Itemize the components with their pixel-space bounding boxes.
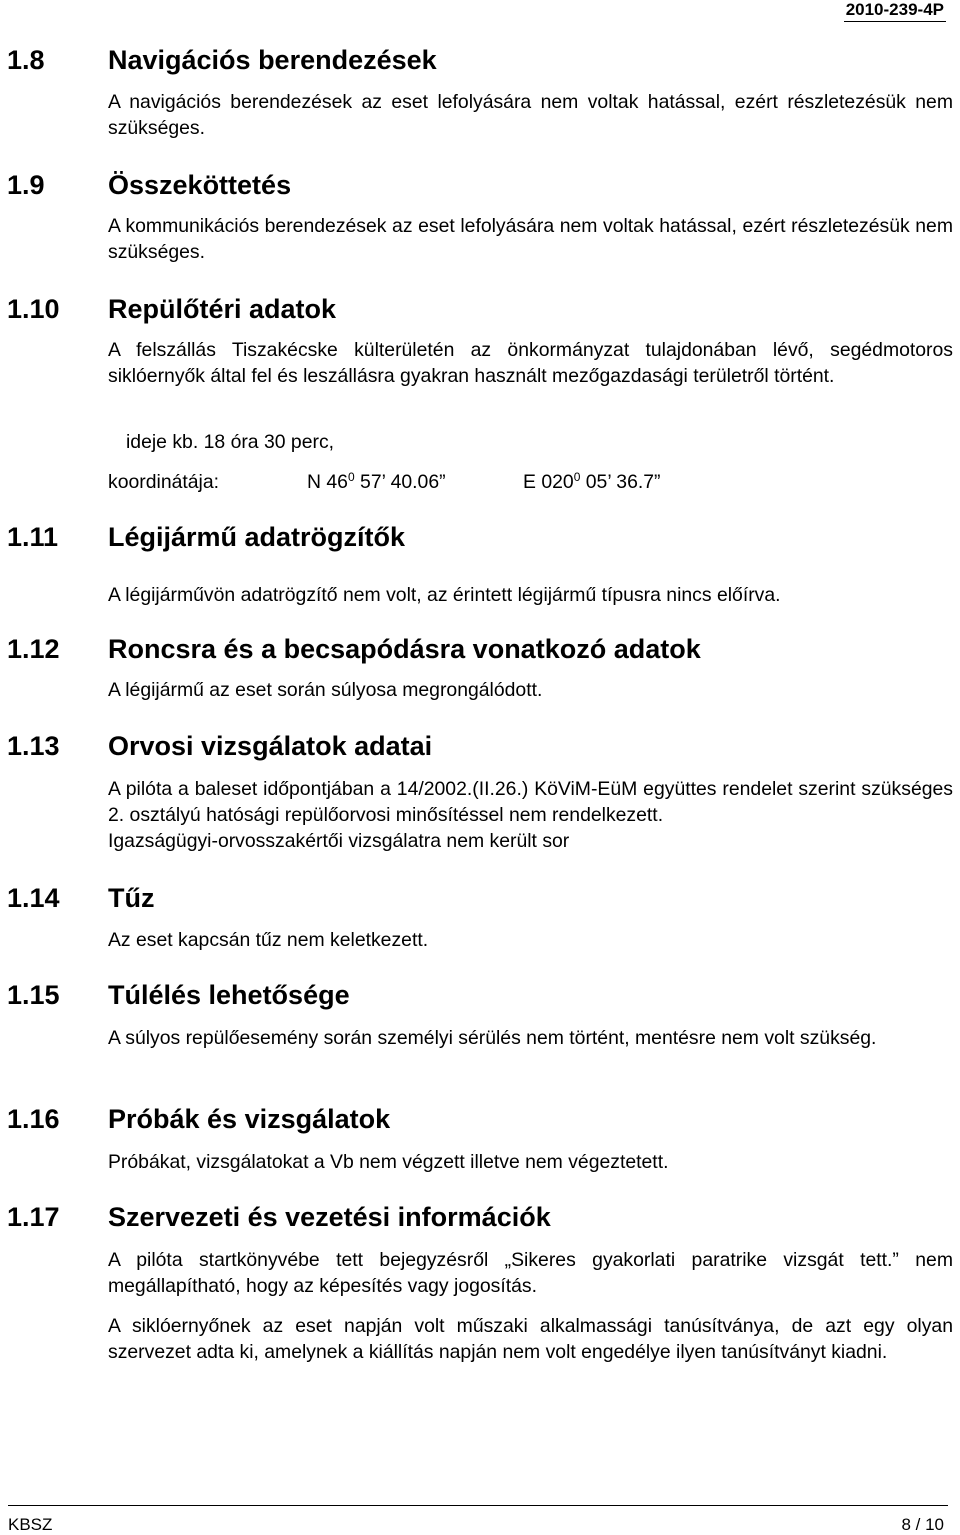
time-label: ideje kb. 18 óra 30 perc, [126,431,335,453]
section-title: Összeköttetés [108,170,292,200]
section-title: Tűz [108,883,155,913]
section-number: 1.11 [7,522,59,552]
paragraph: A felszállás Tiszakécske külterületén az önkormányzat tulajdonában lévő, segédmotoros siklóernyők által fel és leszállásra gyakran használt mezőgazdasági területről történt. [108,339,953,387]
section-title: Szervezeti és vezetési információk [108,1202,551,1232]
paragraph: Az eset kapcsán tűz nem keletkezett. [108,929,429,951]
paragraph: Igazságügyi-orvosszakértői vizsgálatra nem került sor [108,830,570,852]
paragraph: A navigációs berendezések az eset lefolyására nem voltak hatással, ezért részletezésük nem szükséges. [108,91,953,139]
footer-organization: KBSZ [8,1515,53,1534]
section-title: Repülőtéri adatok [108,294,337,324]
paragraph: A légijárművön adatrögzítő nem volt, az érintett légijármű típusra nincs előírva. [108,584,781,606]
paragraph: A kommunikációs berendezések az eset lefolyására nem voltak hatással, ezért részletezésük nem szükséges. [108,215,953,263]
section-number: 1.8 [7,45,45,75]
paragraph: A súlyos repülőesemény során személyi sérülés nem történt, mentésre nem volt szükség. [108,1027,877,1049]
paragraph: A pilóta startkönyvébe tett bejegyzésről „Sikeres gyakorlati paratrike vizsgát tett.” nem megállapítható, hogy az képesítés vagy jogosítás. [108,1249,953,1297]
coordinate-label: koordinátája: [108,471,220,493]
section-number: 1.10 [7,294,60,324]
section-title: Navigációs berendezések [108,45,437,75]
paragraph: A pilóta a baleset időpontjában a 14/2002.(II.26.) KöViM-EüM együttes rendelet szerint szükséges 2. osztályú hatósági repülőorvosi minősítéssel nem rendelkezett. [108,778,953,826]
section-number: 1.12 [7,634,60,664]
page-number: 8 / 10 [901,1515,944,1534]
latitude: N $46^0$ 57’ 40.06” [307,470,446,493]
section-number: 1.17 [7,1202,60,1232]
section-number: 1.14 [7,883,60,913]
paragraph: Próbákat, vizsgálatokat a Vb nem végzett illetve nem végeztetett. [108,1151,669,1173]
section-title: Roncsra és a becsapódásra vonatkozó adatok [108,634,701,664]
paragraph: A siklóernyőnek az eset napján volt műszaki alkalmassági tanúsítványa, de azt egy olyan szervezet adta ki, amelynek a kiállítás napján nem volt engedélye ilyen tanúsítványt kiadni. [108,1315,953,1363]
section-number: 1.9 [7,170,45,200]
paragraph: A légijármű az eset során súlyosa megrongálódott. [108,679,543,701]
page-footer [8,1505,948,1534]
section-number: 1.16 [7,1104,60,1134]
section-title: Próbák és vizsgálatok [108,1104,391,1134]
document-number: 2010-239-4P [844,0,946,22]
section-title: Légijármű adatrögzítők [108,522,406,552]
section-number: 1.13 [7,731,60,761]
longitude: E $020^0$ 05’ 36.7” [523,470,661,493]
section-title: Orvosi vizsgálatok adatai [108,731,433,761]
section-number: 1.15 [7,980,60,1010]
section-title: Túlélés lehetősége [108,980,350,1010]
